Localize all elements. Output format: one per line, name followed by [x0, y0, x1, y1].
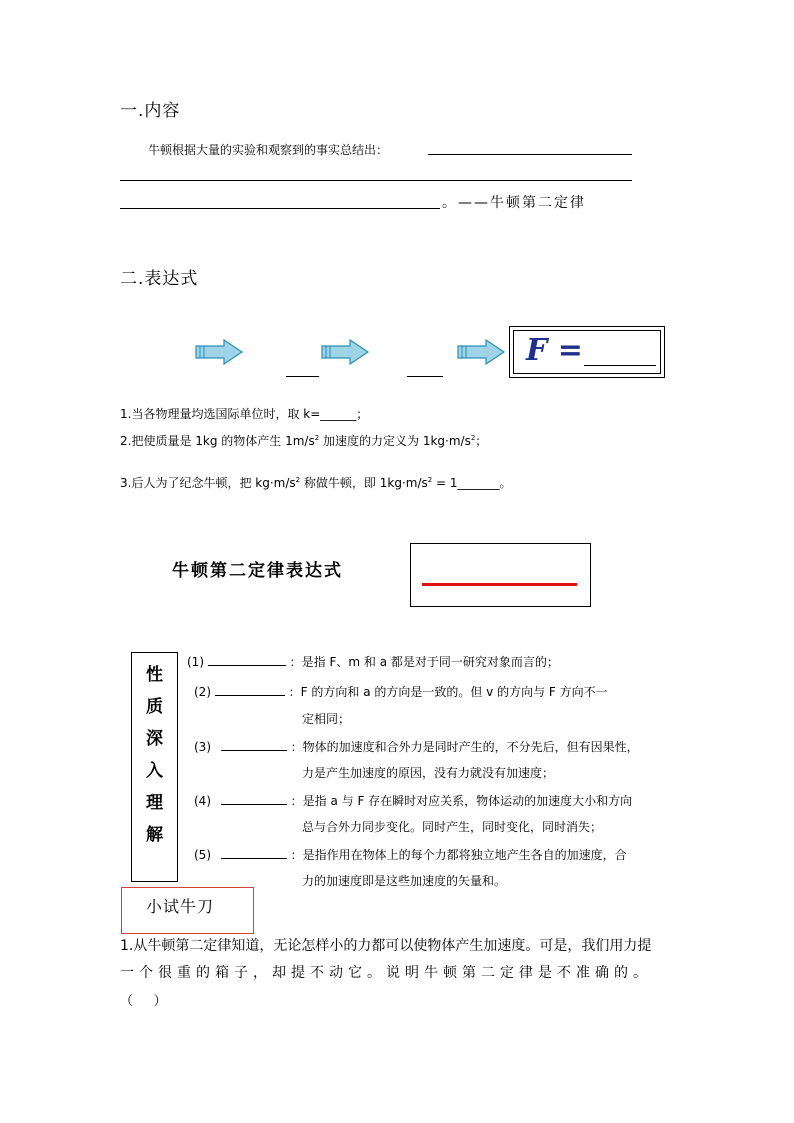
item-2-sup: 2 — [314, 434, 320, 442]
item-3 — [120, 474, 512, 491]
fill-blank-2[interactable] — [120, 180, 632, 181]
item-3-mid: 称做牛顿，即 1kg·m/s — [300, 476, 428, 490]
fill-blank-proportion-1[interactable] — [286, 376, 319, 377]
item-3-mid2: = 1 — [432, 476, 458, 490]
property-blank[interactable] — [221, 846, 287, 859]
right-arrow-icon — [456, 338, 506, 366]
fill-blank-proportion-2[interactable] — [407, 376, 443, 377]
property-1 — [187, 653, 559, 670]
property-text: ：是指 a 与 F 存在瞬时对应关系，物体运动的加速度大小和方向 — [290, 794, 633, 808]
section1-heading: 一.内容 — [120, 101, 181, 121]
property-4 — [194, 792, 632, 809]
formula-label: F = — [526, 333, 583, 368]
title-char: 质 — [146, 697, 163, 717]
question-1-line1: 1.从牛顿第二定律知道，无论怎样小的力都可以使物体产生加速度。可是，我们用力提 — [120, 938, 652, 954]
fill-blank-3[interactable] — [120, 208, 440, 209]
deep-understanding-title — [131, 652, 178, 882]
item-2 — [120, 432, 487, 449]
item-3-blank[interactable]: _______ — [457, 476, 500, 490]
property-blank[interactable] — [221, 792, 287, 805]
title-char: 解 — [146, 825, 163, 845]
property-2-cont: 定相同； — [302, 712, 351, 726]
expression-label: 牛顿第二定律表达式 — [172, 561, 343, 581]
section2-heading: 二.表达式 — [120, 269, 199, 289]
title-char: 入 — [146, 761, 163, 781]
property-text: ：是指 F、m 和 a 都是对于同一研究对象而言的； — [289, 655, 559, 669]
property-text: ：是指作用在物体上的每个力都将独立地产生各自的加速度，合 — [290, 848, 627, 862]
property-blank[interactable] — [215, 683, 285, 696]
red-answer-line — [422, 583, 577, 586]
property-text: ：F 的方向和 a 的方向是一致的。但 v 的方向与 F 方向不一 — [288, 685, 608, 699]
fill-blank-1[interactable] — [428, 154, 632, 155]
property-number: (4) — [194, 794, 211, 808]
property-number: (3) — [194, 740, 211, 754]
item-2-after: ； — [475, 434, 488, 448]
practice-box — [121, 887, 254, 934]
item-1-after: ； — [356, 407, 369, 421]
item-2-text: 2.把使质量是 1kg 的物体产生 1m/s — [120, 434, 315, 448]
right-arrow-icon — [194, 338, 244, 366]
property-number: (5) — [194, 848, 211, 862]
right-arrow-icon — [320, 338, 370, 366]
title-char: 性 — [146, 665, 163, 685]
property-blank[interactable] — [221, 738, 287, 751]
title-char: 深 — [146, 729, 163, 749]
property-text: ：物体的加速度和合外力是同时产生的，不分先后，但有因果性， — [290, 740, 639, 754]
formula-blank[interactable] — [584, 365, 656, 366]
item-1-blank[interactable]: ______ — [320, 407, 357, 421]
property-4-cont: 总与合外力同步变化。同时产生，同时变化，同时消失； — [302, 820, 603, 834]
item-1-text: 1.当各物理量均选国际单位时，取 k= — [120, 407, 321, 421]
item-1 — [120, 405, 368, 422]
item-3-sup: 2 — [427, 476, 433, 484]
property-3 — [194, 738, 639, 755]
item-3-sup: 2 — [295, 476, 301, 484]
property-number: (2) — [194, 685, 211, 699]
property-5 — [194, 846, 627, 863]
question-1-line2: 一个很重的箱子，却提不动它。说明牛顿第二定律是不准确的。 — [120, 965, 652, 981]
item-3-text: 3.后人为了纪念牛顿，把 kg·m/s — [120, 476, 296, 490]
section1-intro: 牛顿根据大量的实验和观察到的事实总结出： — [148, 143, 389, 157]
practice-label: 小试牛刀 — [146, 897, 215, 916]
property-2 — [194, 683, 608, 700]
item-2-mid: 加速度的力定义为 1kg·m/s — [319, 434, 471, 448]
expression-box[interactable] — [410, 543, 591, 607]
formula-box-outer — [509, 326, 665, 378]
answer-parentheses[interactable]: （ ） — [120, 994, 167, 1009]
newton-second-law-label: 。——牛顿第二定律 — [442, 195, 586, 211]
item-2-sup: 2 — [470, 434, 476, 442]
property-5-cont: 力的加速度即是这些加速度的矢量和。 — [302, 874, 507, 888]
property-3-cont: 力是产生加速度的原因，没有力就没有加速度； — [302, 766, 555, 780]
item-3-after: 。 — [499, 476, 512, 490]
title-char: 理 — [146, 793, 163, 813]
property-blank[interactable] — [208, 653, 286, 666]
property-number: (1) — [187, 655, 204, 669]
